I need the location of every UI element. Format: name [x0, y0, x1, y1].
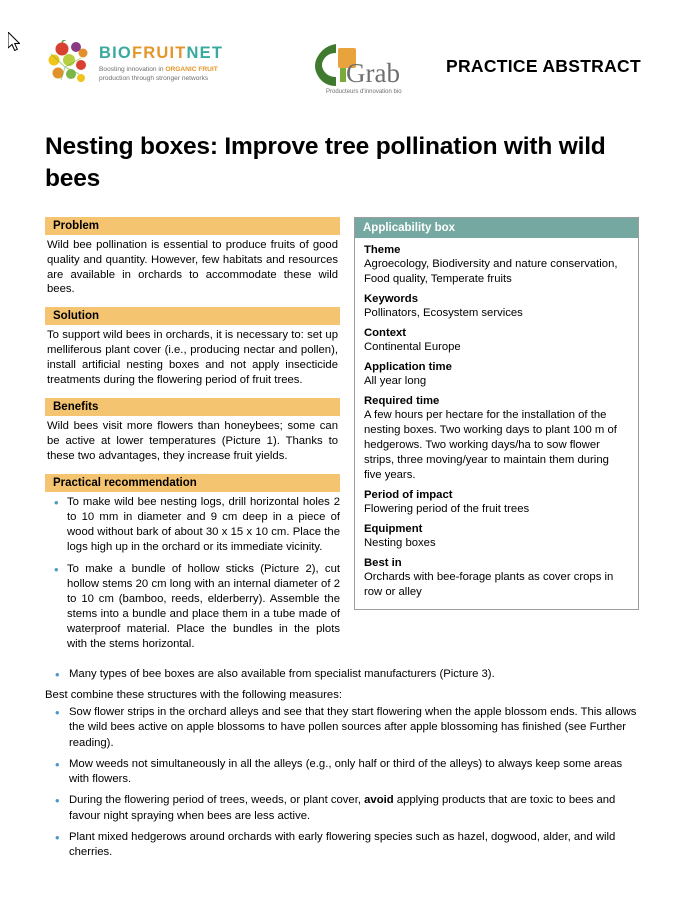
svg-text:Boosting innovation in ORGANIC: Boosting innovation in ORGANIC FRUIT [99, 66, 218, 73]
left-column [45, 217, 340, 659]
applicability-box-body [355, 238, 638, 609]
list-item: • Sow flower strips in the orchard alleys and see that they start flowering when the apple blossom ends. This allows the wild bees active on apple blossoms to have pollen sources after apple blossoming has finished (see Further reading). [69, 705, 641, 751]
right-column [354, 217, 639, 610]
practical-recommendation-heading: Practical recommendation [45, 474, 340, 492]
applicability-box [354, 217, 639, 610]
applicability-value-application-time: All year long [364, 374, 427, 387]
solution-heading: Solution [45, 307, 340, 325]
list-item: • To make wild bee nesting logs, drill horizontal holes 2 to 10 mm in diameter and 9 cm deep in a piece of wood without bark of about 30 x 15 x 10 cm. Place the logs high up in the orchard or its immediate vicinity. [67, 495, 340, 555]
applicability-label-required-time: Required time [364, 394, 440, 407]
applicability-label-theme: Theme [364, 243, 401, 256]
solution-text: To support wild bees in orchards, it is necessary to: set up melliferous plant cover (i.e., producing nectar and pollen), install artificial nesting boxes and not apply insecticide treatments during the flowering period of fruit trees. [47, 329, 338, 387]
bottom-section [45, 667, 641, 861]
document-header [45, 28, 641, 113]
practice-abstract-label: PRACTICE ABSTRACT [445, 56, 641, 76]
applicability-label-equipment: Equipment [364, 522, 423, 535]
benefits-text: Wild bees visit more flowers than honeybees; some can be active at lower temperatures (Picture 1). Thanks to these two advantages, they increase fruit yields. [47, 419, 338, 462]
grab-logo [310, 42, 420, 98]
applicability-value-period-of-impact: Flowering period of the fruit trees [364, 502, 530, 515]
applicability-value-theme: Agroecology, Biodiversity and nature conservation, Food quality, Temperate fruits [364, 257, 618, 285]
applicability-value-required-time: A few hours per hectare for the installation of the nesting boxes. Two working days to plant 100 m of hedgerows. Two working days/ha to sow flower strips, three moving/year to maintain them during five years. [364, 408, 617, 481]
list-item: • To make a bundle of hollow sticks (Picture 2), cut hollow stems 20 cm long with an internal diameter of 2 to 10 cm (bamboo, reeds, elderberry). Assemble the stems into a bundle and place them in a tube made of waterproof material. Place the bundles in the plots with the stems horizontal. [67, 562, 340, 652]
list-item: • Mow weeds not simultaneously in all the alleys (e.g., only half or third of the alleys) to always keep some areas with flowers. [69, 757, 641, 788]
svg-text:Producteurs d'innovation bio: Producteurs d'innovation bio [326, 89, 402, 95]
problem-heading: Problem [45, 217, 340, 235]
page-title: Nesting boxes: Improve tree pollination with wild bees [45, 133, 606, 192]
list-item: • Plant mixed hedgerows around orchards with early flowering species such as hazel, dogwood, alder, and wild cherries. [69, 830, 641, 861]
applicability-value-context: Continental Europe [364, 340, 461, 353]
practical-recommendation-list [45, 495, 340, 652]
applicability-value-best-in: Orchards with bee-forage plants as cover crops in row or alley [364, 570, 614, 598]
document-page [0, 28, 686, 908]
measure-text-before: During the flowering period of trees, weeds, or plant cover, [69, 794, 365, 807]
applicability-value-keywords: Pollinators, Ecosystem services [364, 306, 523, 319]
measure-text-after: applying products that are toxic to bees and favour night spraying when bees are less active. [69, 794, 616, 822]
content-columns [45, 217, 641, 659]
mouse-cursor [8, 32, 20, 51]
applicability-label-context: Context [364, 326, 407, 339]
list-item [69, 793, 641, 824]
measures-list [45, 705, 641, 860]
svg-text:production through stronger ne: production through stronger networks [99, 75, 209, 82]
applicability-label-keywords: Keywords [364, 292, 418, 305]
measures-lead: Best combine these structures with the following measures: [45, 689, 342, 702]
applicability-value-equipment: Nesting boxes [364, 536, 436, 549]
applicability-label-best-in: Best in [364, 556, 402, 569]
applicability-box-heading: Applicability box [355, 218, 638, 238]
svg-text:Grab: Grab [346, 58, 400, 88]
problem-text: Wild bee pollination is essential to produce fruits of good quality and quantity. However, few habitats and resources are available in orchards to accommodate these wild bees. [47, 238, 338, 296]
applicability-label-period-of-impact: Period of impact [364, 488, 453, 501]
biofruitnet-logo [45, 40, 245, 96]
measure-bold-word: avoid [364, 794, 394, 807]
benefits-heading: Benefits [45, 398, 340, 416]
bee-boxes-note: • Many types of bee boxes are also available from specialist manufacturers (Picture 3). [45, 667, 641, 682]
applicability-label-application-time: Application time [364, 360, 452, 373]
svg-text:BIOFRUITNET: BIOFRUITNET [99, 44, 224, 62]
